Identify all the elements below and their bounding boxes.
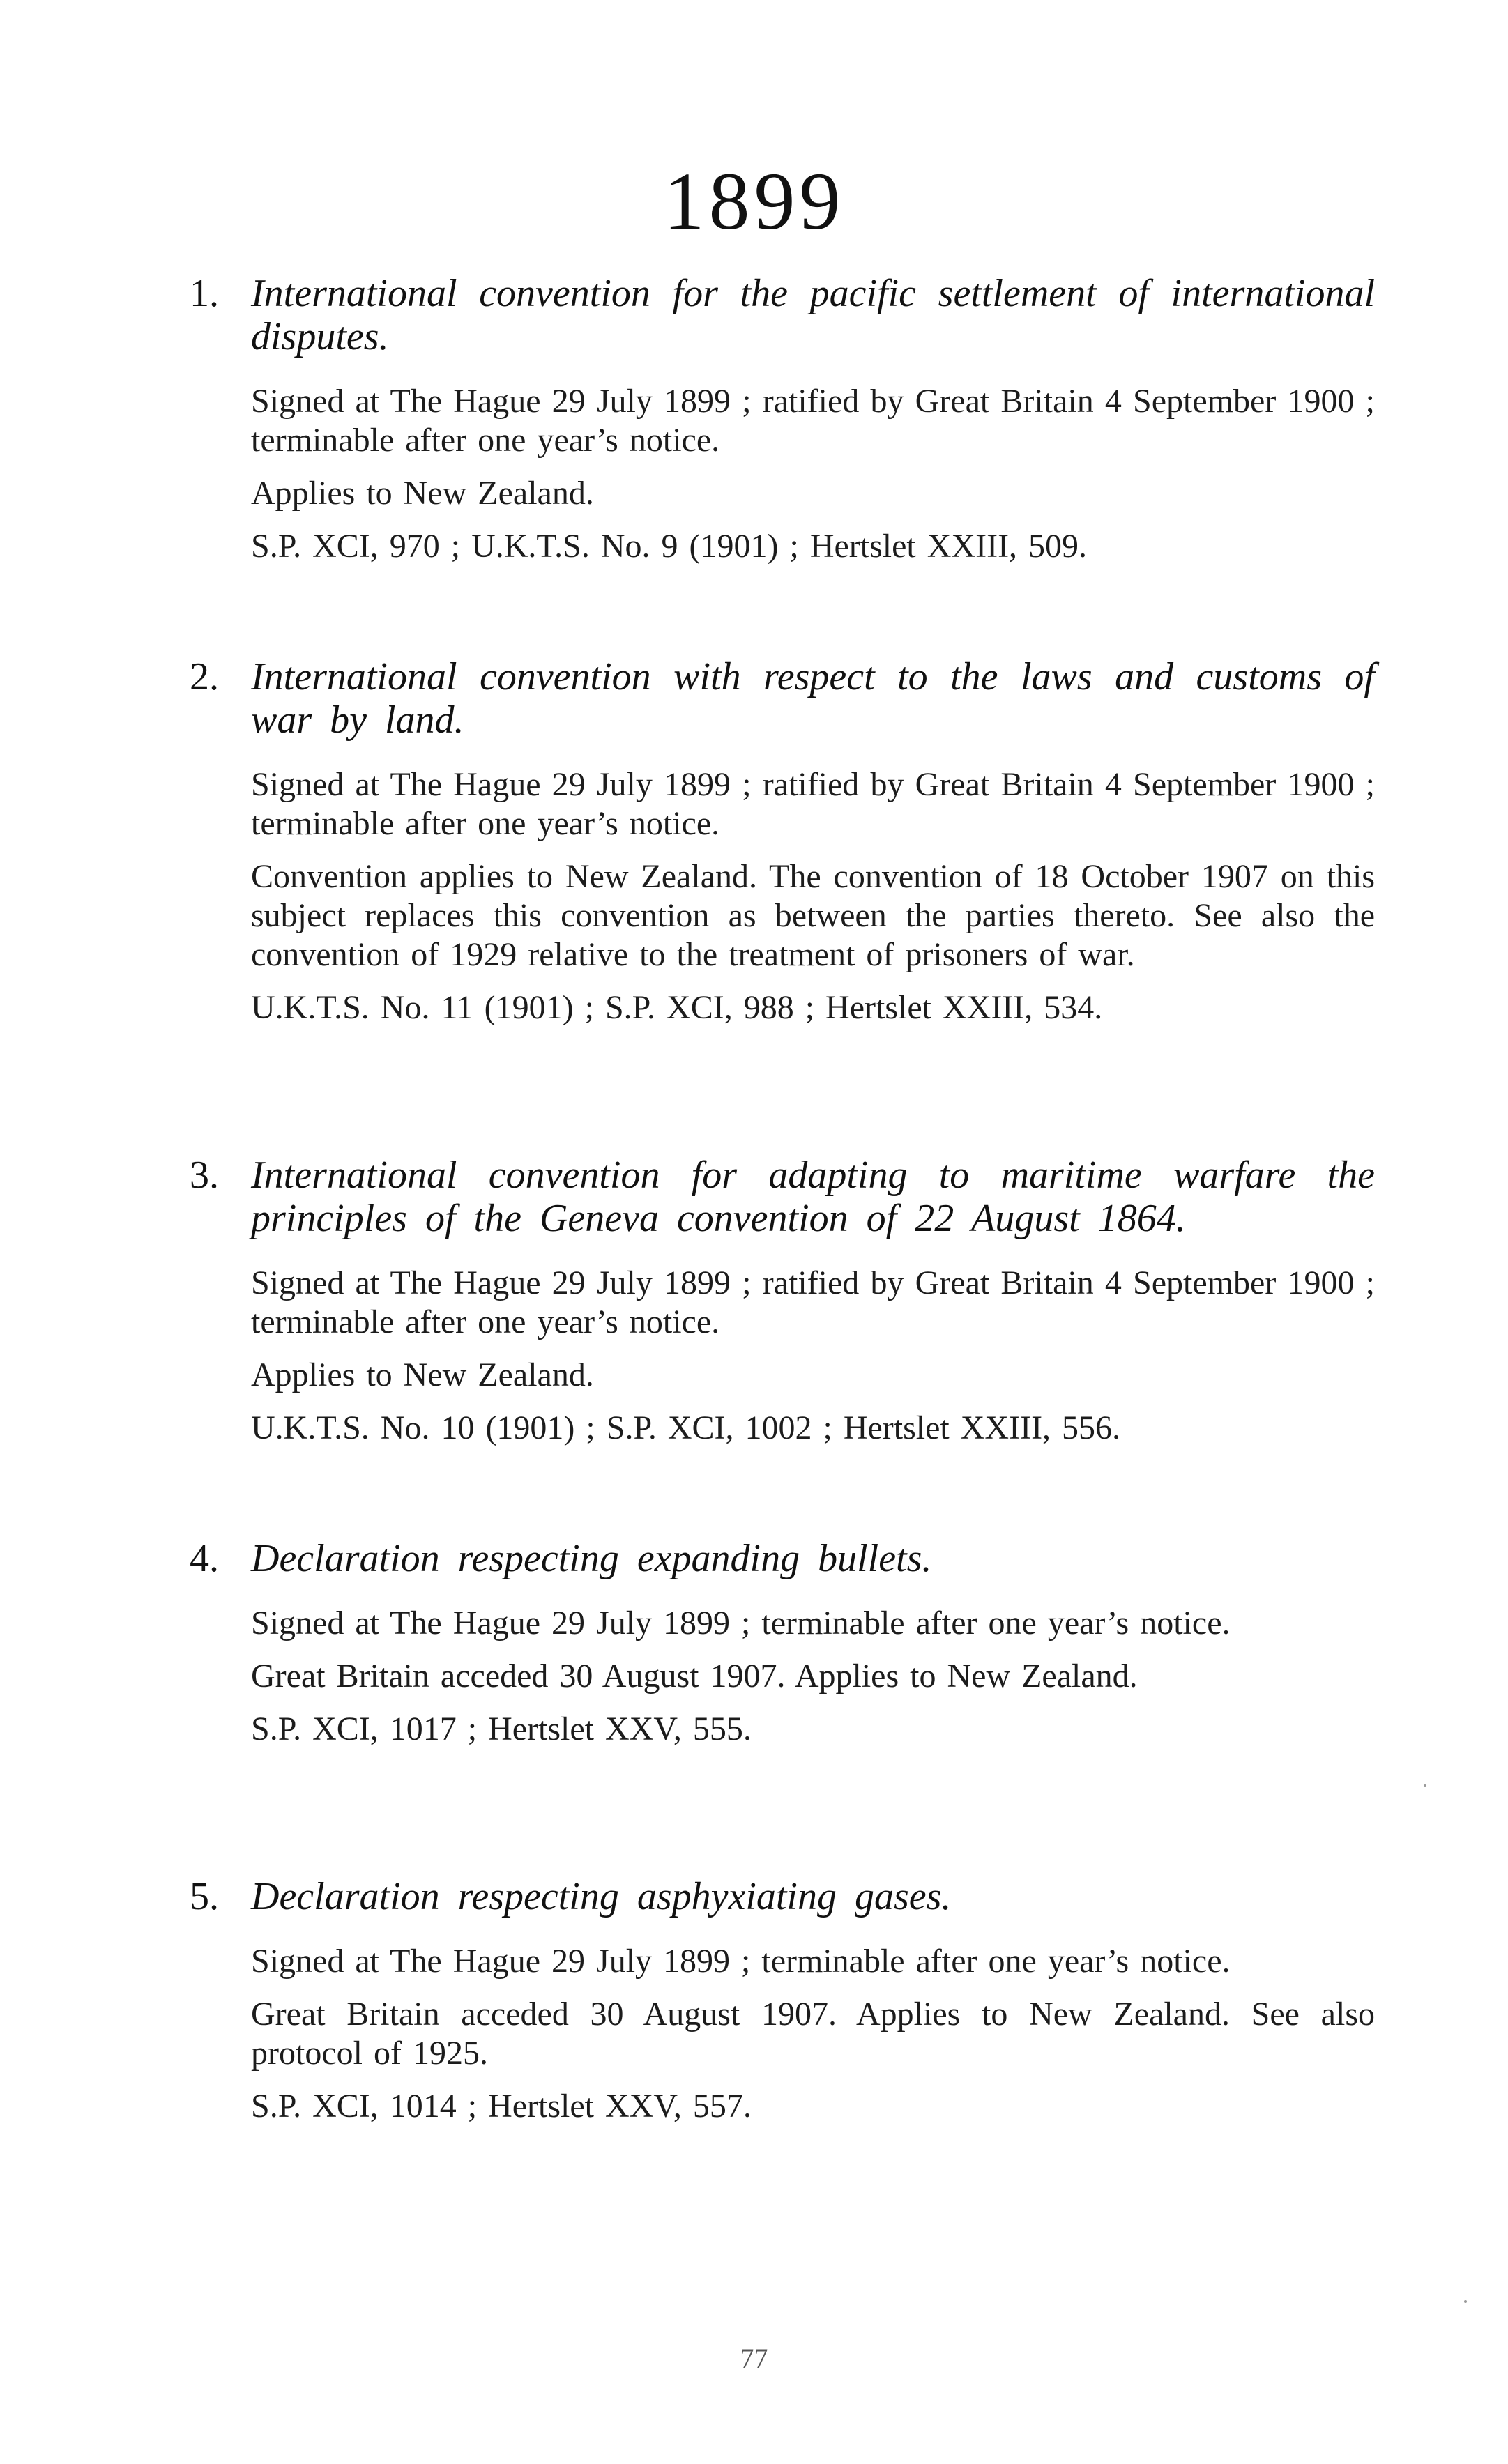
entry-references: S.P. XCI, 1017 ; Hertslet XXV, 555. [251,1711,752,1747]
entry-signing-details: Signed at The Hague 29 July 1899 ; ratified by Great Britain 4 September 1900 ; terminable after one year’s notice. [251,1264,1375,1340]
treaty-entry [190,272,1375,566]
entry-application-note: Great Britain acceded 30 August 1907. Applies to New Zealand. [251,1658,1138,1694]
entry-references: S.P. XCI, 970 ; U.K.T.S. No. 9 (1901) ; Hertslet XXIII, 509. [251,528,1088,565]
entry-application-note: Applies to New Zealand. [251,1356,594,1393]
treaty-entry [190,1875,1375,2126]
entry-signing-details: Signed at The Hague 29 July 1899 ; terminable after one year’s notice. [251,1605,1231,1642]
entry-references: S.P. XCI, 1014 ; Hertslet XXV, 557. [251,2088,752,2125]
entry-title [190,272,1375,358]
entry-application-note: Great Britain acceded 30 August 1907. Applies to New Zealand. See also protocol of 1925. [251,1996,1375,2072]
page-number: 77 [740,2343,768,2374]
entry-signing-details: Signed at The Hague 29 July 1899 ; ratified by Great Britain 4 September 1900 ; terminable after one year’s notice. [251,383,1375,459]
scan-speck [1424,1784,1426,1787]
entry-signing-details: Signed at The Hague 29 July 1899 ; ratified by Great Britain 4 September 1900 ; terminable after one year’s notice. [251,766,1375,842]
entry-title [190,1537,1375,1580]
entry-number: 5. [190,1875,219,1918]
treaty-entry [190,1154,1375,1448]
entry-number: 4. [190,1537,219,1580]
entry-title [190,1875,1375,1918]
entry-signing-details: Signed at The Hague 29 July 1899 ; terminable after one year’s notice. [251,1943,1231,1980]
treaty-entry [190,655,1375,1027]
entry-number: 3. [190,1154,219,1197]
entry-title-text: Declaration respecting asphyxiating gases. [251,1875,952,1918]
entry-title-text: International convention for adapting to maritime warfare the principles of the Geneva convention of 22 August 1864. [251,1154,1375,1240]
entry-references: U.K.T.S. No. 10 (1901) ; S.P. XCI, 1002 ; Hertslet XXIII, 556. [251,1409,1121,1446]
entry-application-note: Convention applies to New Zealand. The convention of 18 October 1907 on this subject replaces this convention as between the parties thereto. See also the convention of 1929 relative to the treatment of prisoners of war. [251,858,1375,973]
entry-application-note: Applies to New Zealand. [251,475,594,512]
scan-speck [1464,2300,1467,2303]
entry-title [190,1154,1375,1240]
entry-title [190,655,1375,742]
entry-number: 1. [190,272,219,315]
entry-title-text: International convention for the pacific settlement of international disputes. [251,272,1375,358]
entry-title-text: International convention with respect to the laws and customs of war by land. [251,655,1375,742]
year-heading: 1899 [663,155,845,247]
entry-title-text: Declaration respecting expanding bullets. [251,1537,932,1580]
entry-number: 2. [190,655,219,698]
treaty-entry [190,1537,1375,1749]
entry-references: U.K.T.S. No. 11 (1901) ; S.P. XCI, 988 ; Hertslet XXIII, 534. [251,989,1103,1026]
